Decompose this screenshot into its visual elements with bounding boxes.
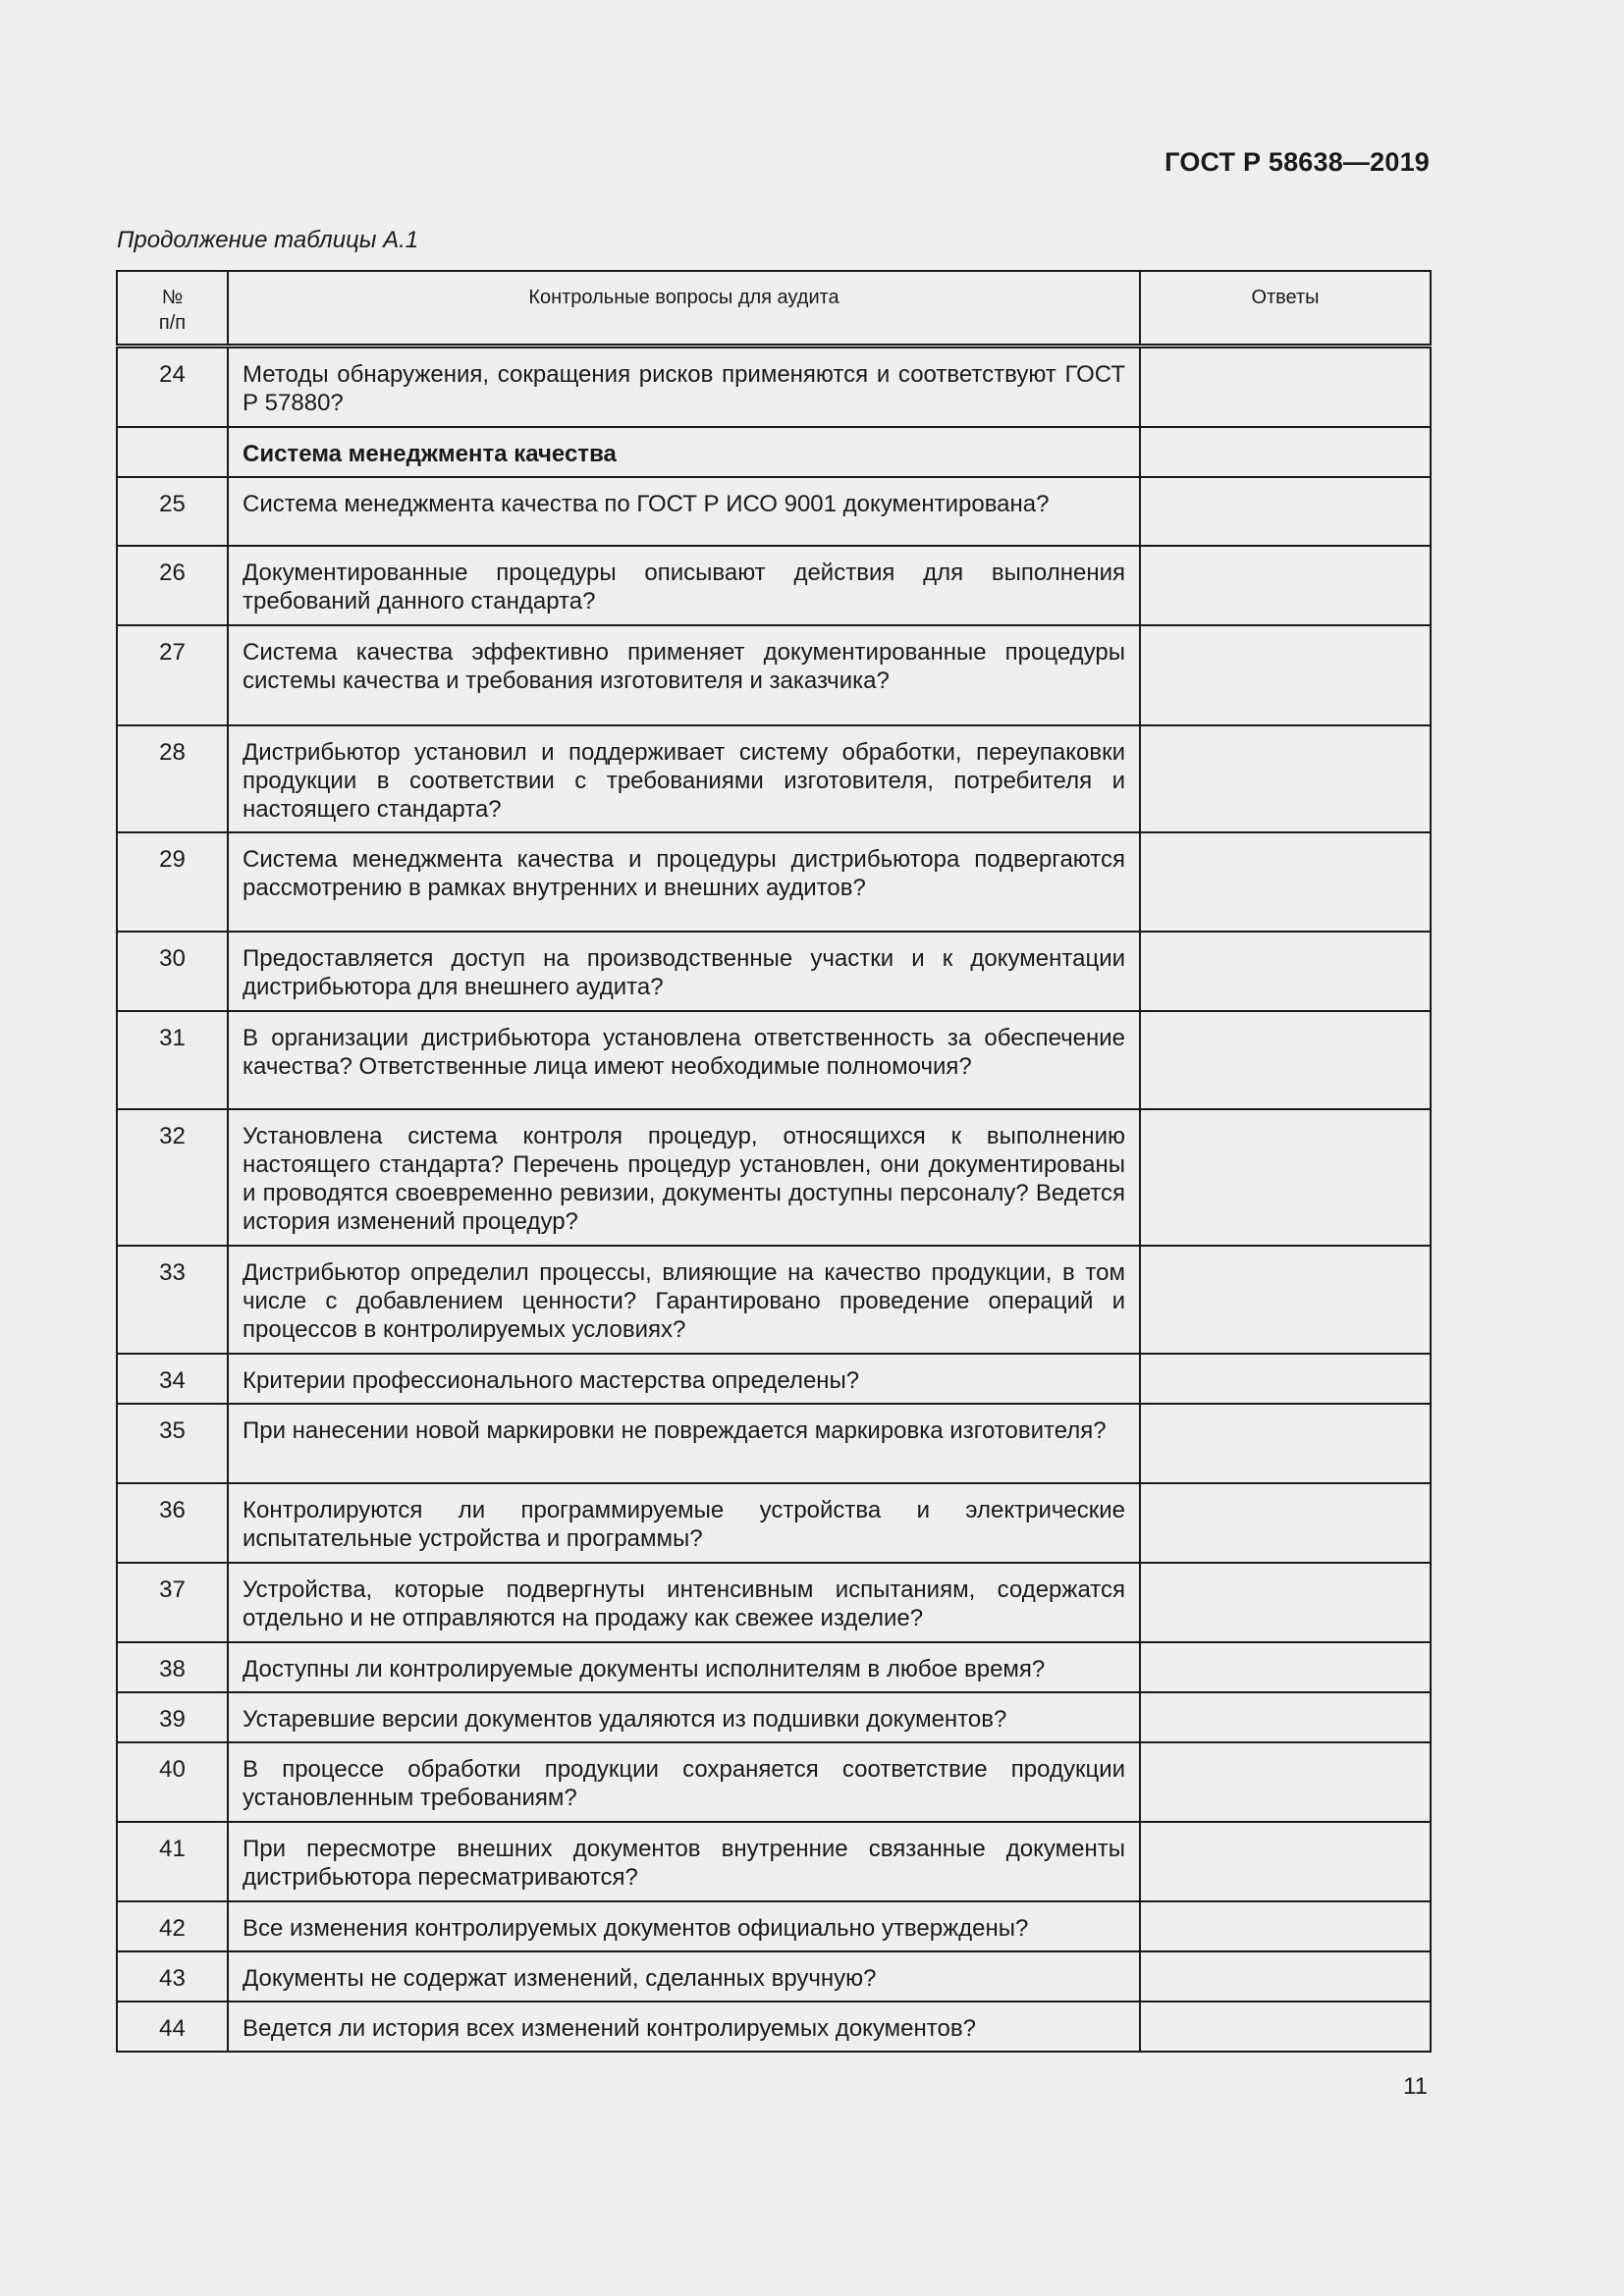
column-header-question: Контрольные вопросы для аудита xyxy=(228,271,1140,346)
table-row xyxy=(117,832,1431,932)
answer-cell xyxy=(1140,1951,1431,2002)
audit-question: Устройства, которые подвергнуты интенсивным испытаниям, содержатся отдельно и не отправляются на продажу как свежее изделие? xyxy=(228,1563,1140,1642)
table-row xyxy=(117,1951,1431,2002)
row-number: 39 xyxy=(117,1692,228,1742)
answer-cell xyxy=(1140,1354,1431,1404)
document-code: ГОСТ Р 58638—2019 xyxy=(1164,147,1430,177)
answer-cell xyxy=(1140,1901,1431,1951)
column-header-number-line1: № xyxy=(161,287,184,308)
answer-cell xyxy=(1140,1011,1431,1109)
audit-question: Ведется ли история всех изменений контролируемых документов? xyxy=(228,2002,1140,2052)
answer-cell xyxy=(1140,346,1431,427)
row-number: 27 xyxy=(117,625,228,725)
row-number: 43 xyxy=(117,1951,228,2002)
table-row xyxy=(117,725,1431,832)
audit-question: В организации дистрибьютора установлена ответственность за обеспечение качества? Ответственные лица имеют необходимые полномочия? xyxy=(228,1011,1140,1109)
audit-question: Критерии профессионального мастерства определены? xyxy=(228,1354,1140,1404)
audit-question: Контролируются ли программируемые устройства и электрические испытательные устройства и программы? xyxy=(228,1483,1140,1563)
audit-question: Документы не содержат изменений, сделанных вручную? xyxy=(228,1951,1140,2002)
answer-cell xyxy=(1140,1109,1431,1246)
audit-question: Все изменения контролируемых документов официально утверждены? xyxy=(228,1901,1140,1951)
answer-cell xyxy=(1140,832,1431,932)
table-row xyxy=(117,1354,1431,1404)
column-header-answer: Ответы xyxy=(1140,271,1431,346)
table-row xyxy=(117,1692,1431,1742)
answer-cell xyxy=(1140,2002,1431,2052)
table-row xyxy=(117,1109,1431,1246)
audit-question: При пересмотре внешних документов внутренние связанные документы дистрибьютора пересматриваются? xyxy=(228,1822,1140,1901)
audit-question: Документированные процедуры описывают действия для выполнения требований данного стандарта? xyxy=(228,546,1140,625)
section-title: Система менеджмента качества xyxy=(228,427,1140,477)
audit-question: Установлена система контроля процедур, относящихся к выполнению настоящего стандарта? Перечень процедур установлен, они документированы и проводятся своевременно ревизии, документы доступны персоналу? Ведется история изменений процедур? xyxy=(228,1109,1140,1246)
column-header-number-line2: п/п xyxy=(158,312,187,334)
row-number: 29 xyxy=(117,832,228,932)
row-number: 30 xyxy=(117,932,228,1011)
row-number: 32 xyxy=(117,1109,228,1246)
answer-cell xyxy=(1140,1563,1431,1642)
table-body xyxy=(117,346,1431,2052)
row-number: 44 xyxy=(117,2002,228,2052)
row-number: 38 xyxy=(117,1642,228,1692)
table-row xyxy=(117,1246,1431,1354)
row-number: 36 xyxy=(117,1483,228,1563)
answer-cell xyxy=(1140,1246,1431,1354)
audit-questions-table xyxy=(116,270,1432,2053)
audit-question: Система менеджмента качества по ГОСТ Р ИСО 9001 документирована? xyxy=(228,477,1140,546)
row-number: 35 xyxy=(117,1404,228,1483)
answer-cell xyxy=(1140,1642,1431,1692)
audit-question: Дистрибьютор определил процессы, влияющие на качество продукции, в том числе с добавлением ценности? Гарантировано проведение операций и процессов в контролируемых условиях? xyxy=(228,1246,1140,1354)
answer-cell xyxy=(1140,1822,1431,1901)
table-row xyxy=(117,932,1431,1011)
table-caption: Продолжение таблицы А.1 xyxy=(117,227,419,253)
answer-cell xyxy=(1140,427,1431,477)
answer-cell xyxy=(1140,546,1431,625)
row-number: 41 xyxy=(117,1822,228,1901)
row-number: 25 xyxy=(117,477,228,546)
row-number: 34 xyxy=(117,1354,228,1404)
audit-question: Предоставляется доступ на производственные участки и к документации дистрибьютора для внешнего аудита? xyxy=(228,932,1140,1011)
audit-table-container xyxy=(116,270,1430,2053)
table-row xyxy=(117,546,1431,625)
table-row xyxy=(117,1404,1431,1483)
table-row xyxy=(117,2002,1431,2052)
answer-cell xyxy=(1140,1483,1431,1563)
section-row xyxy=(117,427,1431,477)
row-number: 31 xyxy=(117,1011,228,1109)
row-number xyxy=(117,427,228,477)
answer-cell xyxy=(1140,1742,1431,1822)
audit-question: Методы обнаружения, сокращения рисков применяются и соответствуют ГОСТ Р 57880? xyxy=(228,346,1140,427)
table-row xyxy=(117,477,1431,546)
table-row xyxy=(117,1822,1431,1901)
column-header-number xyxy=(117,271,228,346)
table-row xyxy=(117,1642,1431,1692)
audit-question: Система качества эффективно применяет документированные процедуры системы качества и требования изготовителя и заказчика? xyxy=(228,625,1140,725)
row-number: 40 xyxy=(117,1742,228,1822)
audit-question: В процессе обработки продукции сохраняется соответствие продукции установленным требованиям? xyxy=(228,1742,1140,1822)
audit-question: Устаревшие версии документов удаляются из подшивки документов? xyxy=(228,1692,1140,1742)
row-number: 28 xyxy=(117,725,228,832)
answer-cell xyxy=(1140,1692,1431,1742)
table-row xyxy=(117,625,1431,725)
row-number: 37 xyxy=(117,1563,228,1642)
table-row xyxy=(117,1563,1431,1642)
page-number: 11 xyxy=(1403,2073,1428,2100)
audit-question: При нанесении новой маркировки не повреждается маркировка изготовителя? xyxy=(228,1404,1140,1483)
audit-question: Система менеджмента качества и процедуры дистрибьютора подвергаются рассмотрению в рамках внутренних и внешних аудитов? xyxy=(228,832,1140,932)
row-number: 24 xyxy=(117,346,228,427)
table-row xyxy=(117,346,1431,427)
audit-question: Доступны ли контролируемые документы исполнителям в любое время? xyxy=(228,1642,1140,1692)
table-row xyxy=(117,1011,1431,1109)
answer-cell xyxy=(1140,477,1431,546)
table-row xyxy=(117,1483,1431,1563)
audit-question: Дистрибьютор установил и поддерживает систему обработки, переупаковки продукции в соответствии с требованиями изготовителя, потребителя и настоящего стандарта? xyxy=(228,725,1140,832)
answer-cell xyxy=(1140,725,1431,832)
row-number: 42 xyxy=(117,1901,228,1951)
answer-cell xyxy=(1140,1404,1431,1483)
row-number: 33 xyxy=(117,1246,228,1354)
table-header-row xyxy=(117,271,1431,346)
table-row xyxy=(117,1901,1431,1951)
row-number: 26 xyxy=(117,546,228,625)
answer-cell xyxy=(1140,932,1431,1011)
answer-cell xyxy=(1140,625,1431,725)
table-row xyxy=(117,1742,1431,1822)
